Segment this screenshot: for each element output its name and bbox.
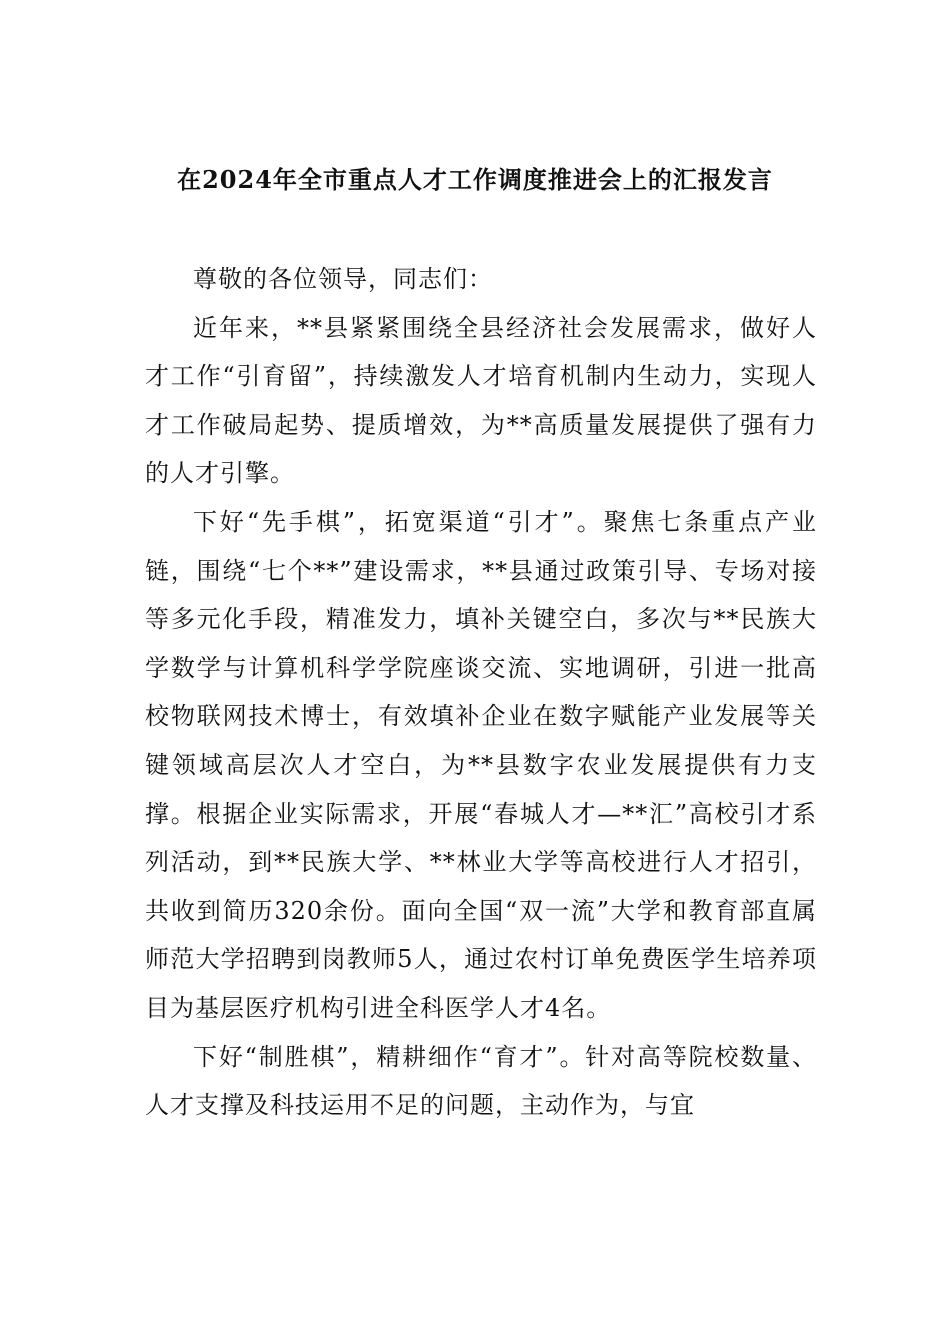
document-title: 在2024年全市重点人才工作调度推进会上的汇报发言 <box>177 165 773 194</box>
intro-paragraph: 近年来，**县紧紧围绕全县经济社会发展需求，做好人才工作“引育留”，持续激发人才培育机制内生动力，实现人才工作破局起势、提质增效，为**高质量发展提供了强有力的人才引擎。 <box>145 313 817 488</box>
document-body <box>145 255 817 1130</box>
salutation-paragraph: 尊敬的各位领导，同志们： <box>193 265 493 293</box>
cultivate-talent-paragraph: 下好“制胜棋”，精耕细作“育才”。针对高等院校数量、人才支撑及科技运用不足的问题，主动作为，与宜 <box>145 1042 817 1120</box>
recruit-talent-paragraph: 下好“先手棋”，拓宽渠道“引才”。聚焦七条重点产业链，围绕“七个**”建设需求，**县通过政策引导、专场对接等多元化手段，精准发力，填补关键空白，多次与**民族大学数学与计算机科学学院座谈交流、实地调研，引进一批高校物联网技术博士，有效填补企业在数字赋能产业发展等关键领域高层次人才空白，为**县数字农业发展提供有力支撑。根据企业实际需求，开展“春城人才—**汇”高校引才系列活动，到**民族大学、**林业大学等高校进行人才招引，共收到简历320余份。面向全国“双一流”大学和教育部直属师范大学招聘到岗教师5人，通过农村订单免费医学生培养项目为基层医疗机构引进全科医学人才4名。 <box>145 507 817 1022</box>
